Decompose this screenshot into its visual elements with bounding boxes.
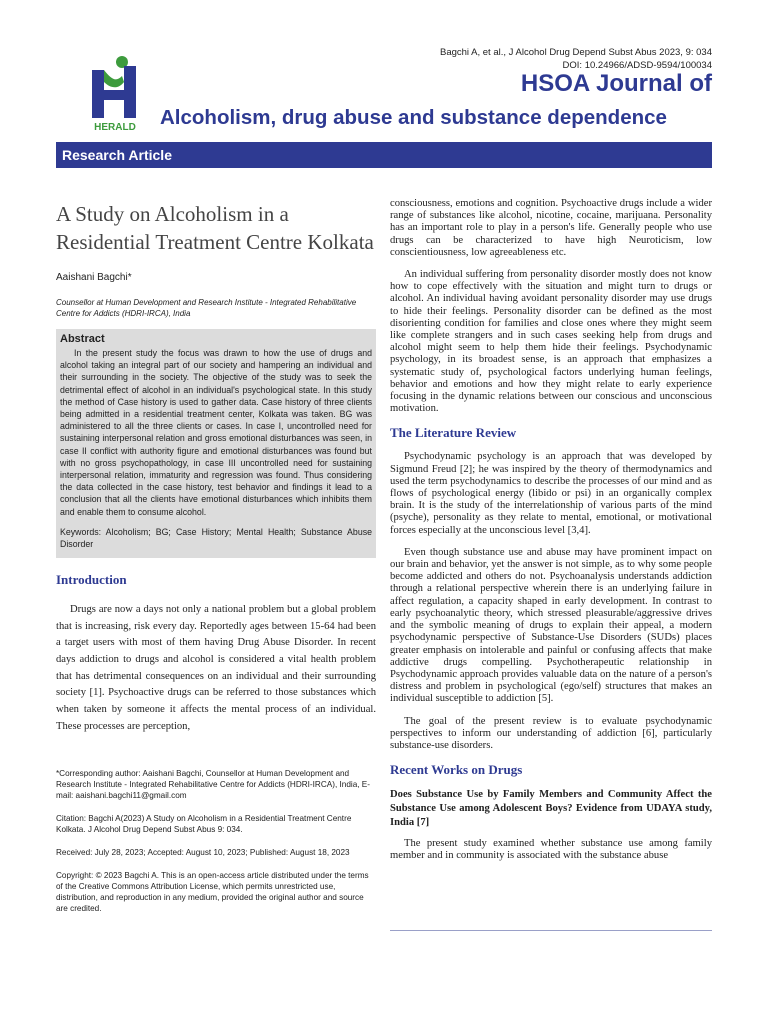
footnotes bbox=[56, 768, 376, 926]
abstract-heading: Abstract bbox=[60, 333, 105, 345]
body-paragraph: Even though substance use and abuse may have prominent impact on our brain and behavior, yet the answer is not simple, as to why some people become addicted and others do not. Psychoanalysis understands addiction through a relational perspective wherein there is an underlying failure in affect regulation, a capacity shaped in early development. In contrast to early psychoanalytic theory, which stressed pleasurable/aggressive drives and the symbolic meaning of drugs to explain their appeal, a modern psychodynamic perspective of Substance-Use Disorders (SUDs) places greater emphasis on intolerable and painful or confusing affects that make addictive drugs compelling. Psychotherapeutic relationship in Psychodynamic approach provides valuable data on the nature of a person's distress and problem in psychological (ego/self) structures that makes an individual susceptible to addiction [5]. bbox=[390, 546, 712, 705]
doi-line[interactable]: DOI: 10.24966/ADSD-9594/100034 bbox=[562, 60, 712, 71]
abstract-box bbox=[56, 329, 376, 558]
left-column bbox=[56, 200, 376, 745]
citation-header bbox=[440, 46, 712, 72]
introduction-paragraph: Drugs are now a days not only a national problem but a global problem that is increasing, risk every day. Reportedly ages between 15-64 had been a target users with most of them having Drug Abuse Disorder. In recent days addiction to drugs and alcohol is considered a vital health problem that has detrimental consequences on an individual and their surrounding society [1]. Psychoactive drugs can be referred to those substances which when taken by someone it affects the mental process of an individual. These processes are perception, bbox=[56, 603, 376, 732]
abstract-text: In the present study the focus was drawn to how the use of drugs and alcohol taking an integral part of our society and hampering an individual and their surrounding in the society. The objective of the study was to seek the detrimental effect of alcohol in an individual's psychological state. In this study the method of Case history is used to gather data. Case history of three clients being admitted in a residential treatment center, Kolkata was taken. BG was administered to all the three clients or cases. In case I, uncontrolled need for sustaining interpersonal relation and gross emotional disturbances was seen, in case II conflict with authority figure and emotional disturbances was found but with no gross psychopathology, in case III uncontrolled need for sustaining interpersonal relation, immaturity and regression was found. Thus considering the data collected in the case history, test behavior and findings it lead to a conclusion that all the clients have emotional disturbances which inhibits them and enable them to consume alcohol. bbox=[60, 348, 372, 517]
article-type-banner: Research Article bbox=[56, 142, 712, 168]
body-paragraph: An individual suffering from personality disorder mostly does not know how to cope effectively with the situation and might turn to drugs or alcohol. An individual having avoidant personality disorder may use drugs to hide their feelings. Personality disorder can be defined as the most disorienting condition for families and close ones where they might seem like complete strangers and in such cases seeking help from drugs and alcohol might seem to help them hide their feelings. Psychodynamic psychology, in its broadest sense, is an approach that emphasizes a systematic study of, psychological factors underlying human feelings, behavior and emotions and how they might relate to early experience focusing in the dynamic relations between our conscious and unconscious motivation. bbox=[390, 269, 712, 415]
journal-title: HSOA Journal of bbox=[520, 70, 712, 97]
citation-line: Bagchi A, et al., J Alcohol Drug Depend Subst Abus 2023, 9: 034 bbox=[440, 47, 712, 58]
citation-note: Citation: Bagchi A(2023) A Study on Alcoholism in a Residential Treatment Centre Kolkata. J Alcohol Drug Depend Subst Abus 9: 034. bbox=[56, 814, 352, 834]
recent-works-subheading: Does Substance Use by Family Members and Community Affect the Substance Use among Adolescent Boys? Evidence from UDAYA study, India [7] bbox=[390, 789, 712, 829]
logo-mark-icon bbox=[92, 56, 136, 118]
affiliation: Counsellor at Human Development and Research Institute - Integrated Rehabilitative Centre for Addicts (HDRI-IRCA), India bbox=[56, 298, 357, 318]
author: Aaishani Bagchi* bbox=[56, 272, 132, 283]
column-divider bbox=[390, 930, 712, 931]
dates-note: Received: July 28, 2023; Accepted: August 10, 2023; Published: August 18, 2023 bbox=[56, 848, 350, 857]
logo-text: HERALD bbox=[94, 122, 136, 132]
corresponding-author: *Corresponding author: Aaishani Bagchi, Counsellor at Human Development and Research Institute - Integrated Rehabilitative Centre for Addicts (HDRI-IRCA), India, E-mail: aaishani.bagchi11@gmail.com bbox=[56, 769, 370, 800]
body-paragraph: consciousness, emotions and cognition. Psychoactive drugs include a wider range of substances like alcohol, nicotine, cocaine, marijuana. Personality has an important role to play in a person's life. Generally people who use drugs can be characterized to have high Neuroticism, low conscientiousness, low agreeableness etc. bbox=[390, 198, 712, 258]
body-paragraph: Psychodynamic psychology is an approach that was developed by Sigmund Freud [2]; he was inspired by the theory of thermodynamics and used the term psychodynamics to describe the processes of our mind and as flows of psychological energy (libido or psi) in an organically complex brain. It is the study of the interrelationship of various parts of the mind (psyche), personality as they relate to mental, emotional, or motivational forces especially at the unconscious level [3,4]. bbox=[390, 451, 712, 536]
copyright-note: Copyright: © 2023 Bagchi A. This is an open-access article distributed under the terms of the Creative Commons Attribution License, which permits unrestricted use, distribution, and reproduction in any medium, provided the original author and source are credited. bbox=[56, 871, 369, 913]
body-paragraph: The goal of the present review is to evaluate psychodynamic perspectives to inform our understanding of addiction [6], particularly substance-use disorders. bbox=[390, 715, 712, 751]
journal-subtitle: Alcoholism, drug abuse and substance dependence bbox=[160, 106, 667, 129]
body-paragraph: The present study examined whether substance use among family member and in community is associated with the substance abuse bbox=[390, 838, 712, 862]
right-column bbox=[390, 198, 712, 873]
keywords: Keywords: Alcoholism; BG; Case History; Mental Health; Substance Abuse Disorder bbox=[60, 526, 372, 549]
herald-logo bbox=[82, 52, 148, 132]
recent-works-heading: Recent Works on Drugs bbox=[390, 762, 523, 778]
literature-review-heading: The Literature Review bbox=[390, 425, 517, 441]
article-title: A Study on Alcoholism in a Residential Treatment Centre Kolkata bbox=[56, 202, 374, 254]
introduction-heading: Introduction bbox=[56, 571, 127, 587]
